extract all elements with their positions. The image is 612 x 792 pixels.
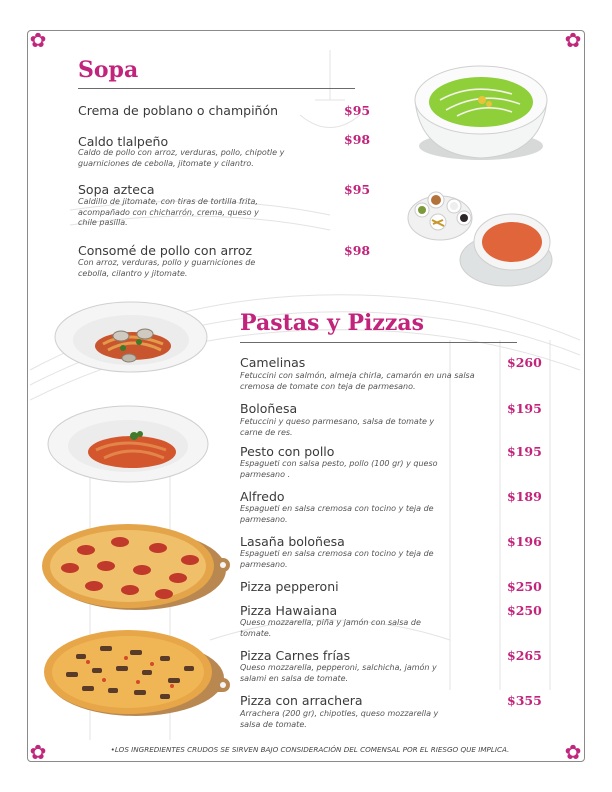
menu-item-price: $260 xyxy=(507,355,542,370)
menu-item-description: Con arroz, verduras, pollo y guarniciones de cebolla, cilantro y jitomate. xyxy=(78,258,256,278)
menu-item-description: Queso mozzarella, piña y jamón con salsa de tomate. xyxy=(240,618,421,638)
divider xyxy=(240,342,517,343)
menu-item-name: Pizza con arrachera xyxy=(240,693,363,708)
tortilla-soup-photo xyxy=(406,186,554,290)
menu-item-price: $265 xyxy=(507,648,542,663)
menu-item-name: Pizza pepperoni xyxy=(240,579,339,594)
menu-item-price: $98 xyxy=(344,243,371,258)
menu-item-description: Espagueti en salsa cremosa con tocino y teja de parmesano. xyxy=(240,549,434,569)
ornament-corner-icon: ✿ xyxy=(29,740,47,764)
menu-item-description: Fetuccini y queso parmesano, salsa de tomate y carne de res. xyxy=(240,417,435,437)
menu-item-description: Espagueti en salsa cremosa con tocino y teja de parmesano. xyxy=(240,504,434,524)
menu-item-name: Lasaña boloñesa xyxy=(240,534,345,549)
menu-item-price: $195 xyxy=(507,401,542,416)
menu-item-price: $95 xyxy=(344,182,371,197)
pepperoni-pizza-photo xyxy=(40,520,232,612)
menu-item-description: Espagueti con salsa pesto, pollo (100 gr) y queso parmesano . xyxy=(240,459,438,479)
seafood-pasta-photo xyxy=(53,300,209,374)
menu-item-name: Crema de poblano o champiñón xyxy=(78,103,279,118)
menu-item-name: Boloñesa xyxy=(240,401,298,416)
menu-item-description: Queso mozzarella, pepperoni, salchicha, jamón y salami en salsa de tomate. xyxy=(240,663,437,683)
footnote: •LOS INGREDIENTES CRUDOS SE SIRVEN BAJO CONSIDERACIÓN DEL COMENSAL POR EL RIESGO QUE IMPLICA. xyxy=(110,745,510,754)
arrachera-pizza-photo xyxy=(42,626,232,718)
menu-item-price: $355 xyxy=(507,693,542,708)
menu-item-description: Fetuccini con salmón, almeja chirla, camarón en una salsa cremosa de tomate con teja de parmesano. xyxy=(240,371,475,391)
divider xyxy=(78,88,355,89)
menu-item-price: $195 xyxy=(507,444,542,459)
section-title-sopa: Sopa xyxy=(78,57,139,83)
menu-item-name: Camelinas xyxy=(240,355,306,370)
menu-item-description: Caldo de pollo con arroz, verduras, pollo, chipotle y guarniciones de cebolla, jitomate y cilantro. xyxy=(78,148,285,168)
cream-soup-photo xyxy=(412,60,550,164)
menu-item-price: $98 xyxy=(344,132,371,147)
menu-item-name: Pizza Hawaiana xyxy=(240,603,338,618)
ornament-corner-icon: ✿ xyxy=(29,28,47,52)
menu-item-price: $196 xyxy=(507,534,542,549)
bolognese-pasta-photo xyxy=(46,404,210,484)
menu-item-name: Consomé de pollo con arroz xyxy=(78,243,253,258)
menu-item-name: Caldo tlalpeño xyxy=(78,134,169,149)
menu-item-name: Sopa azteca xyxy=(78,182,155,197)
menu-item-price: $95 xyxy=(344,103,371,118)
menu-item-description: Arrachera (200 gr), chipotles, queso mozzarella y salsa de tomate. xyxy=(240,709,439,729)
ornament-corner-icon: ✿ xyxy=(564,740,582,764)
menu-item-price: $250 xyxy=(507,579,542,594)
menu-item-price: $189 xyxy=(507,489,542,504)
menu-item-name: Pizza Carnes frías xyxy=(240,648,351,663)
menu-item-description: Caldillo de jitomate, con tiras de tortilla frita, acompañado con chicharrón, crema, queso y chile pasilla. xyxy=(78,197,259,227)
menu-item-price: $250 xyxy=(507,603,542,618)
ornament-corner-icon: ✿ xyxy=(564,28,582,52)
section-title-pastas: Pastas y Pizzas xyxy=(240,310,425,336)
menu-item-name: Alfredo xyxy=(240,489,285,504)
menu-item-name: Pesto con pollo xyxy=(240,444,335,459)
